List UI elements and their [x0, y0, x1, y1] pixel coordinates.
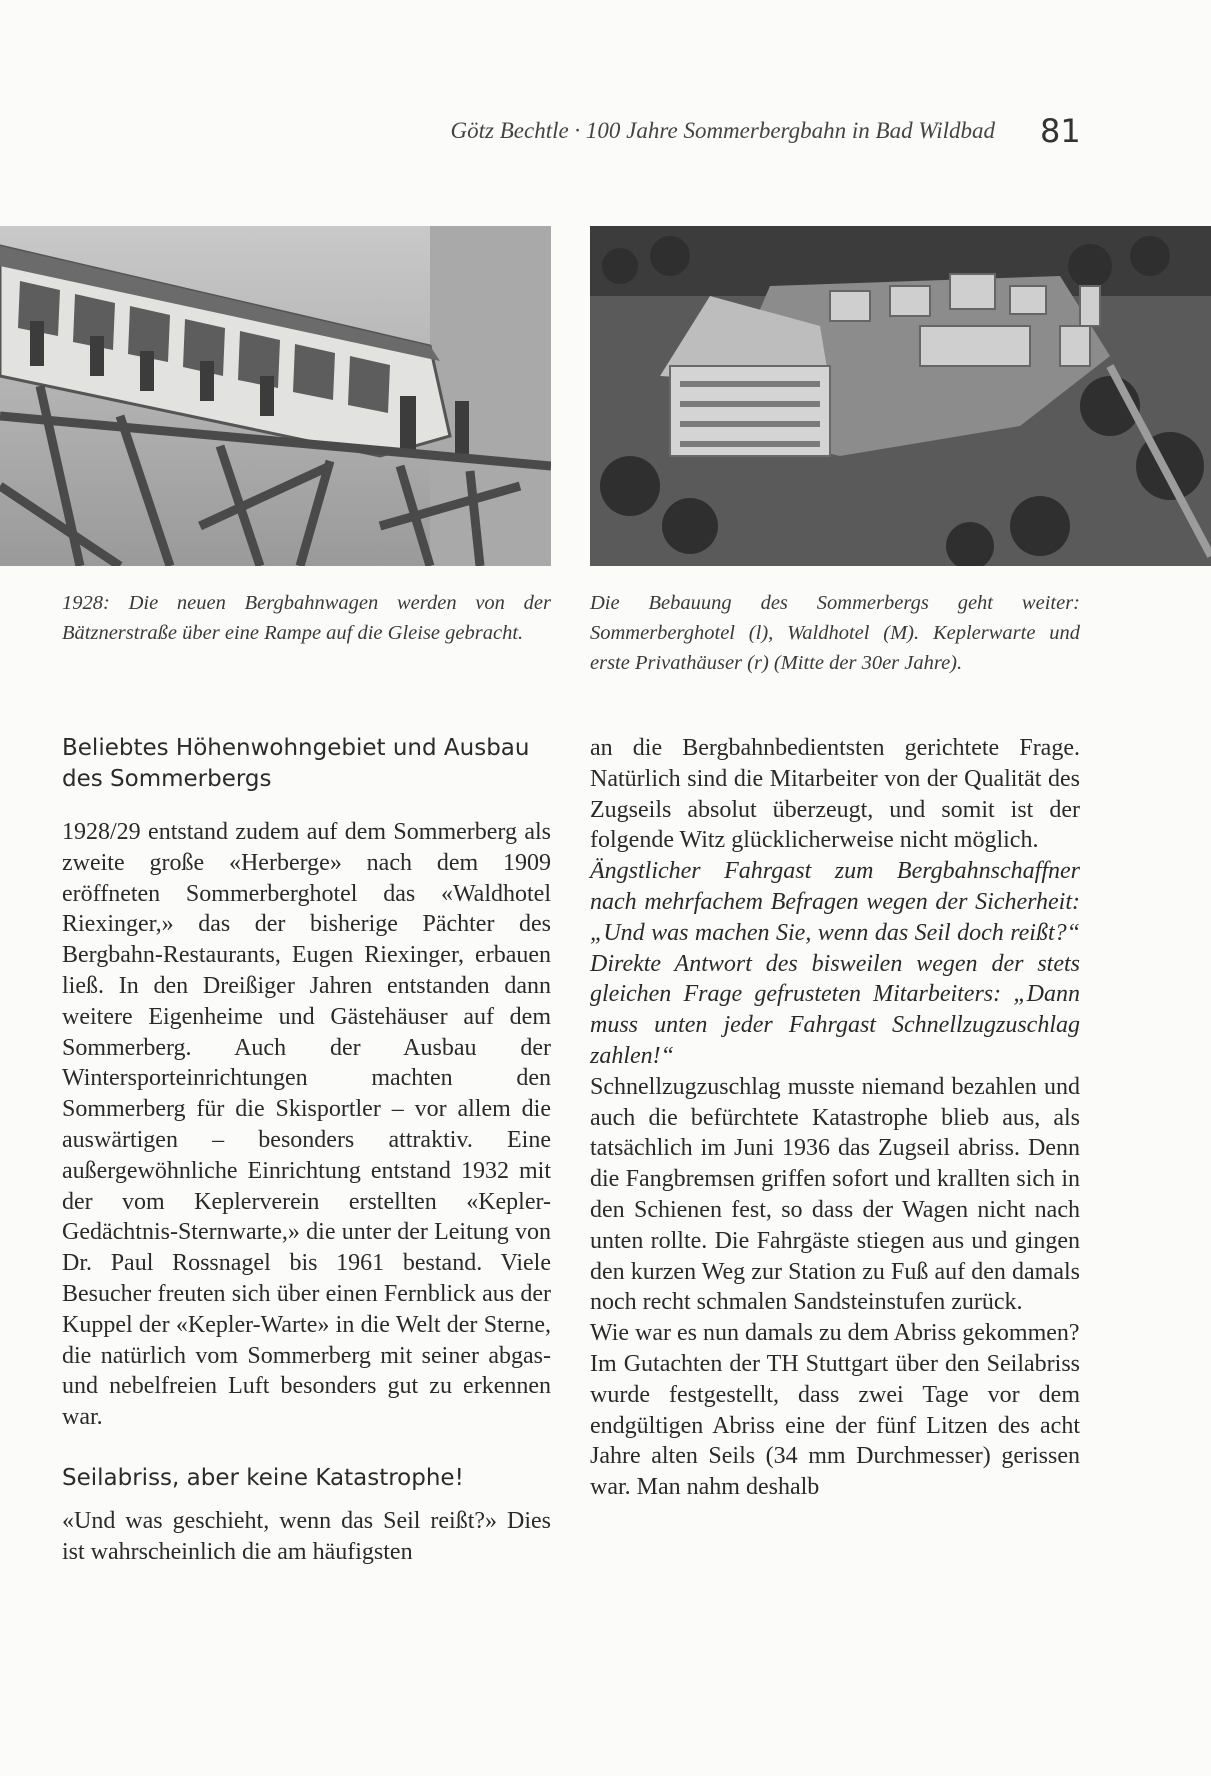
- photo-sommerberg-aerial: [590, 226, 1211, 566]
- running-title: Götz Bechtle · 100 Jahre Sommerbergbahn in Bad Wildbad: [450, 118, 995, 143]
- caption-left-photo: 1928: Die neuen Bergbahnwagen werden von der Bätznerstraße über eine Rampe auf die Gleise gebracht.: [62, 592, 551, 644]
- joke-paragraph: Ängstlicher Fahrgast zum Bergbahnschaffner nach mehrfachem Befragen wegen der Sicherheit: „Und was machen Sie, wenn das Seil doch reißt?“ Direkte Antwort des bisweilen wegen der stets gleichen Frage gefrusteten Mitarbeiters: „Dann muss unten jeder Fahrgast Schnellzugzuschlag zahlen!“: [590, 858, 1080, 1069]
- paragraph: Schnellzugzuschlag musste niemand bezahlen und auch die befürchtete Katastrophe blieb aus, als tatsächlich im Juni 1936 das Zugseil abriss. Denn die Fangbremsen griffen sofort und krallten sich in den Schienen fest, so dass der Wagen nicht nach unten rollte. Die Fahrgäste stiegen aus und gingen den kurzen Weg zur Station zu Fuß auf den damals noch recht schmalen Sandsteinstufen zurück.: [590, 1073, 1080, 1316]
- caption-right-photo: Die Bebauung des Sommerbergs geht weiter: Sommerberghotel (l), Waldhotel (M). Keplerwarte und erste Privathäuser (r) (Mitte der 30er Jahre).: [590, 592, 1080, 674]
- paragraph: 1928/29 entstand zudem auf dem Sommerberg als zweite große «Herberge» nach dem 1909 eröffneten Sommerberghotel das «Waldhotel Riexinger,» das der bisherige Pächter des Bergbahn-Restaurants, Eugen Riexinger, erbauen ließ. In den Dreißiger Jahren entstanden dann weitere Eigenheime und Gästehäuser auf dem Sommerberg. Auch der Ausbau der Wintersporteinrichtungen machten den Sommerberg für die Skisportler – vor allem die auswärtigen – besonders attraktiv. Eine außergewöhnliche Einrichtung entstand 1932 mit der vom Keplerverein erstellten «Kepler-Gedächtnis-Sternwarte,» die unter der Leitung von Dr. Paul Rossnagel bis 1961 bestand. Viele Besucher freuten sich über einen Fernblick aus der Kuppel der «Kepler-Warte» in die Welt der Sterne, die natürlich vom Sommerberg mit seiner abgas- und nebelfreien Luft besonders gut zu erkennen war.: [62, 819, 551, 1431]
- right-text-column: [590, 733, 1080, 1503]
- paragraph: Im Gutachten der TH Stuttgart über den Seilabriss wurde festgestellt, dass zwei Tage vor dem endgültigen Abriss eine der fünf Litzen des acht Jahre alten Seils (34 mm Durchmesser) gerissen war. Man nahm deshalb: [590, 1350, 1080, 1501]
- page-number: 81: [1040, 112, 1081, 150]
- left-text-column: [62, 733, 551, 1568]
- paragraph: an die Bergbahnbedientsten gerichtete Frage. Natürlich sind die Mitarbeiter von der Qualität des Zugseils absolut überzeugt, und somit ist der folgende Witz glücklicherweise nicht möglich.: [590, 735, 1080, 854]
- photo-funicular-car-on-ramp: [0, 226, 551, 566]
- paragraph: Wie war es nun damals zu dem Abriss gekommen?: [590, 1320, 1080, 1347]
- section-heading-hoehenwohngebiet: Beliebtes Höhenwohngebiet und Ausbau des Sommerbergs: [62, 735, 530, 792]
- paragraph: «Und was geschieht, wenn das Seil reißt?» Dies ist wahrscheinlich die am häufigsten: [62, 1507, 551, 1565]
- section-heading-seilabriss: Seilabriss, aber keine Katastrophe!: [62, 1464, 464, 1491]
